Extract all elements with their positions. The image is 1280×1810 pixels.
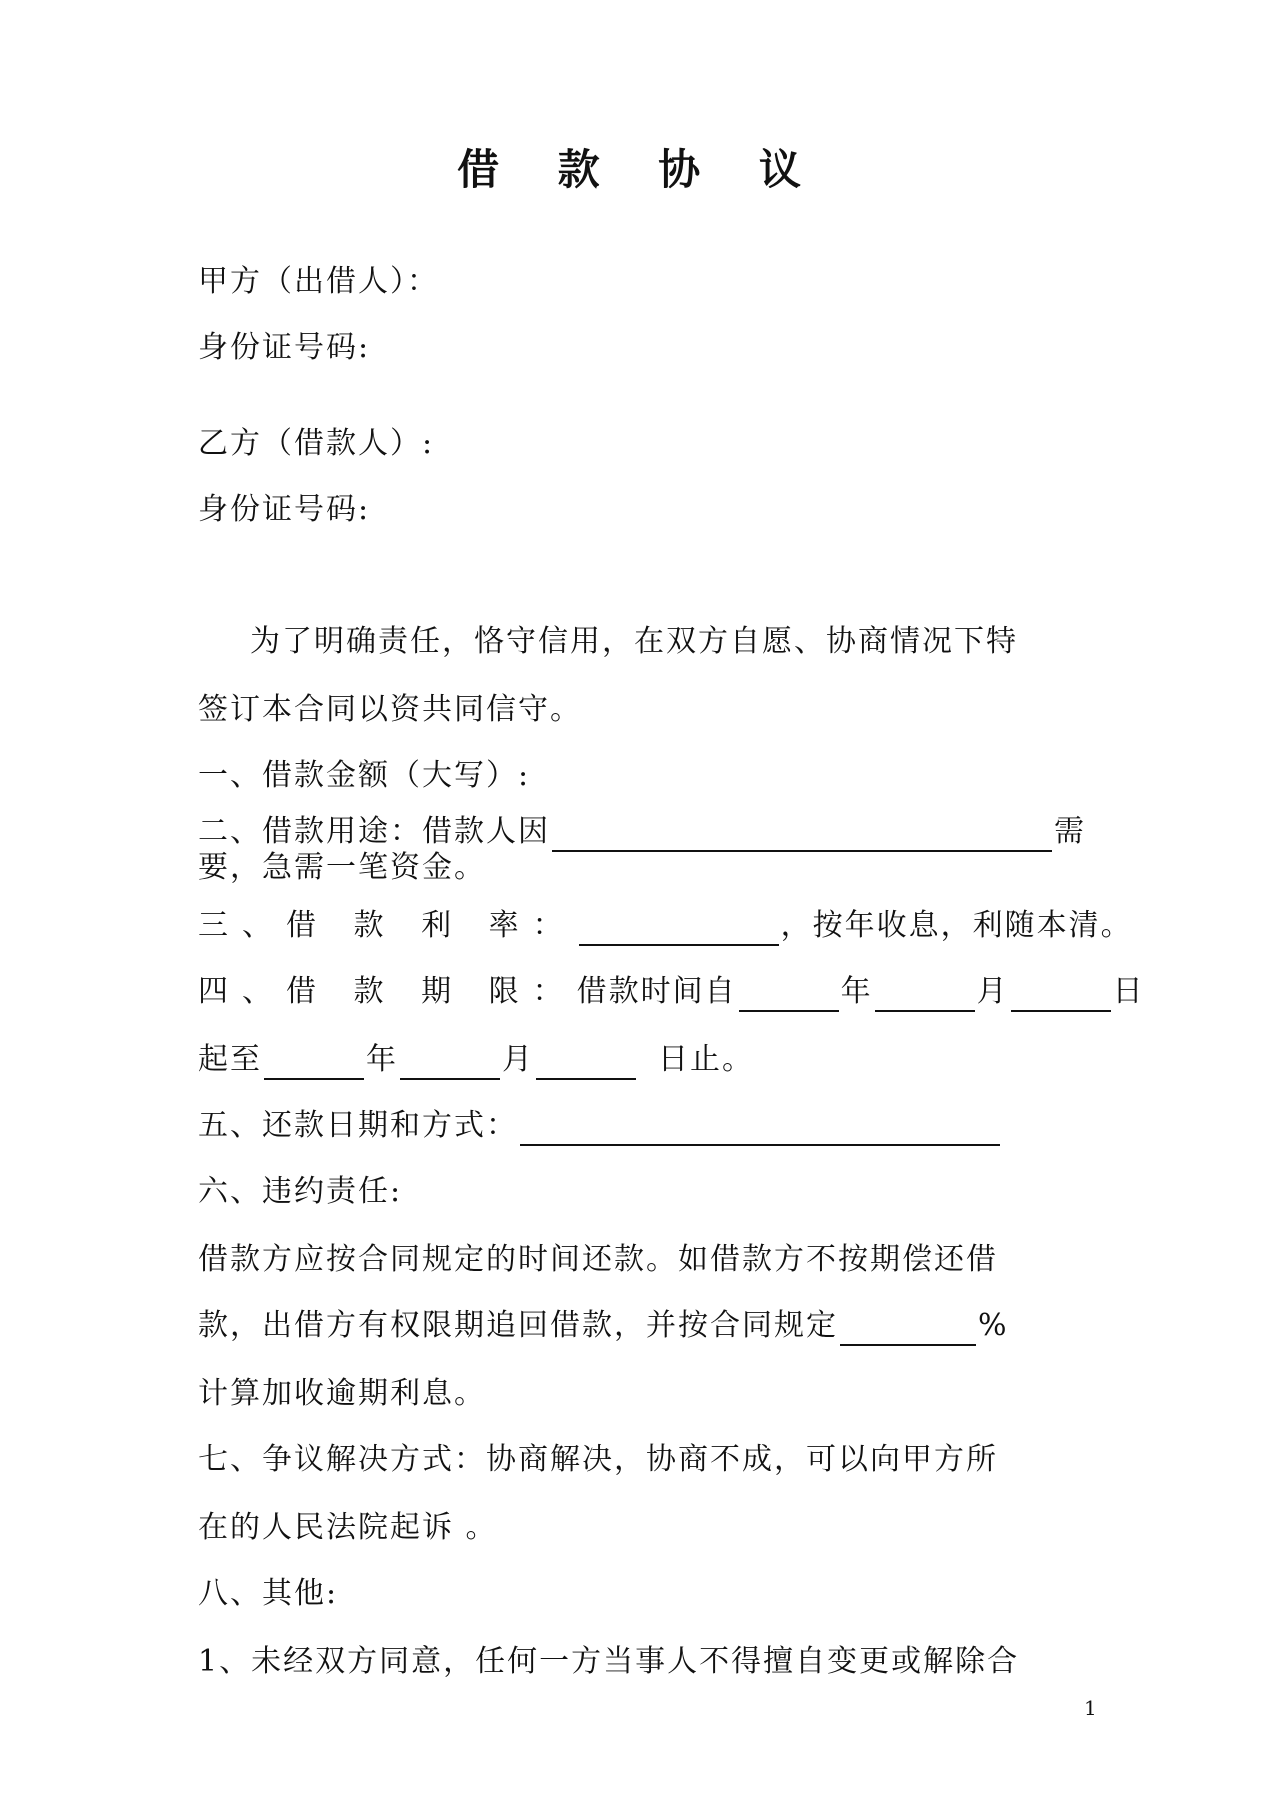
clause-4-term <box>198 972 1145 1012</box>
intro-line-2: 签订本合同以资共同信守。 <box>198 692 582 727</box>
penalty-rate-blank[interactable] <box>840 1312 976 1346</box>
interest-rate-blank[interactable] <box>579 912 779 946</box>
clause-6-line-2 <box>198 1306 1009 1346</box>
clause-8-item-1: 1、未经双方同意，任何一方当事人不得擅自变更或解除合 <box>198 1644 1020 1679</box>
clause-8-other: 八、其他: <box>198 1576 339 1611</box>
party-a-id-line: 身份证号码: <box>198 330 371 365</box>
start-month-blank[interactable] <box>875 978 975 1012</box>
repayment-blank[interactable] <box>520 1112 1000 1146</box>
start-month-label: 月 <box>976 974 1009 1009</box>
party-b-line: 乙方（借款人）: <box>198 426 435 461</box>
clause-2-head: 二、借款用途：借款人因 <box>198 814 550 849</box>
end-year-label: 年 <box>366 1042 398 1077</box>
clause-3-interest <box>198 906 1133 946</box>
clause-6-line-3: 计算加收逾期利息。 <box>198 1376 486 1411</box>
clause-4-cont-start: 起至 <box>198 1042 262 1077</box>
clause-6-line-2-head: 款，出借方有权限期追回借款，并按合同规定 <box>198 1308 838 1343</box>
clause-5-label: 五、还款日期和方式： <box>198 1108 518 1143</box>
clause-2-purpose <box>198 812 1086 852</box>
clause-7-line-1: 七、争议解决方式：协商解决，协商不成，可以向甲方所 <box>198 1442 998 1477</box>
clause-3-label: 三、借 款 利 率： <box>198 908 577 943</box>
party-a-line: 甲方（出借人）： <box>198 264 439 299</box>
clause-3-tail: ，按年收息，利随本清。 <box>780 908 1133 943</box>
clause-6-default: 六、违约责任: <box>198 1174 403 1209</box>
start-day-blank[interactable] <box>1011 978 1111 1012</box>
clause-6-line-1: 借款方应按合同规定的时间还款。如借款方不按期偿还借 <box>198 1242 998 1277</box>
clause-4-end: 日止。 <box>658 1042 754 1077</box>
end-year-blank[interactable] <box>264 1046 364 1080</box>
intro-line-1: 为了明确责任，恪守信用，在双方自愿、协商情况下特 <box>250 624 1018 659</box>
clause-2-tail: 需 <box>1054 814 1086 849</box>
purpose-blank[interactable] <box>552 818 1052 852</box>
document-title: 借 款 协 议 <box>457 145 823 194</box>
start-year-label: 年 <box>840 974 873 1009</box>
start-year-blank[interactable] <box>739 978 839 1012</box>
end-day-blank[interactable] <box>536 1046 636 1080</box>
clause-4-continuation <box>198 1040 754 1080</box>
end-month-label: 月 <box>502 1042 534 1077</box>
clause-2-continuation: 要，急需一笔资金。 <box>198 850 486 885</box>
percent-sign: % <box>978 1308 1009 1343</box>
clause-7-line-2: 在的人民法院起诉 。 <box>198 1510 498 1545</box>
clause-5-repayment <box>198 1106 1002 1146</box>
clause-4-text: 借款时间自 <box>576 974 737 1009</box>
clause-1-amount: 一、借款金额（大写）: <box>198 758 531 793</box>
clause-4-label: 四、借 款 期 限： <box>198 974 577 1009</box>
start-day-label: 日 <box>1112 974 1145 1009</box>
party-b-id-line: 身份证号码: <box>198 492 371 527</box>
page-number: 1 <box>1084 1696 1097 1720</box>
end-month-blank[interactable] <box>400 1046 500 1080</box>
